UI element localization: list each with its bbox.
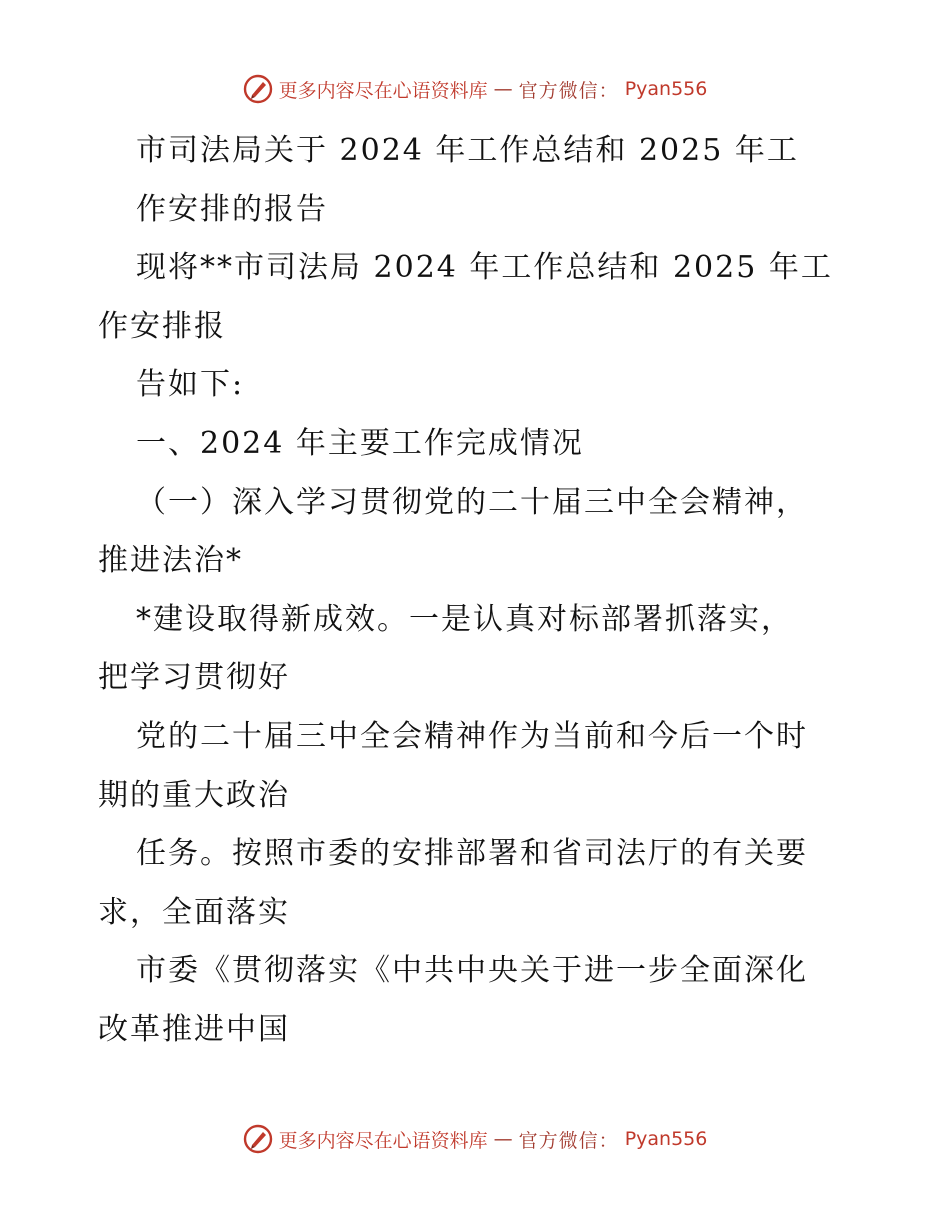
title-line-2: 作安排的报告 bbox=[136, 191, 328, 227]
watermark-brand: 更多内容尽在心语资料库 bbox=[278, 1129, 488, 1152]
pen-logo-icon bbox=[243, 1124, 273, 1154]
paragraph-line: 改革推进中国 bbox=[98, 1011, 290, 1047]
header-watermark bbox=[0, 74, 950, 104]
title-line-1: 市司法局关于 2024 年工作总结和 2025 年工 bbox=[136, 133, 799, 168]
watermark-separator: — bbox=[493, 1128, 513, 1150]
paragraph-line: 期的重大政治 bbox=[98, 777, 290, 813]
watermark-wechat-label: 官方微信： bbox=[518, 79, 619, 102]
watermark-wechat-id: Pyan556 bbox=[624, 1128, 708, 1150]
watermark-separator: — bbox=[493, 78, 513, 100]
paragraph-line: 市委《贯彻落实《中共中央关于进一步全面深化 bbox=[136, 953, 808, 989]
paragraph-line: 推进法治* bbox=[98, 543, 243, 579]
document-body bbox=[98, 122, 858, 1060]
watermark-wechat-id: Pyan556 bbox=[624, 78, 708, 100]
paragraph-line: 党的二十届三中全会精神作为当前和今后一个时 bbox=[136, 718, 808, 754]
paragraph-line: 任务。按照市委的安排部署和省司法厅的有关要 bbox=[136, 836, 808, 872]
paragraph-line: 作安排报 bbox=[98, 308, 226, 344]
paragraph-line: 现将**市司法局 2024 年工作总结和 2025 年工 bbox=[136, 250, 833, 286]
footer-watermark bbox=[0, 1124, 950, 1154]
paragraph-line: 求，全面落实 bbox=[98, 894, 290, 930]
pen-logo-icon bbox=[243, 74, 273, 104]
paragraph-line: *建设取得新成效。一是认真对标部署抓落实， bbox=[136, 601, 793, 637]
paragraph-line: 告如下: bbox=[136, 367, 245, 403]
paragraph-line: 把学习贯彻好 bbox=[98, 660, 290, 696]
watermark-wechat-label: 官方微信： bbox=[518, 1129, 619, 1152]
watermark-brand: 更多内容尽在心语资料库 bbox=[278, 79, 488, 102]
section-heading: 一、2024 年主要工作完成情况 bbox=[136, 425, 584, 461]
subsection-heading: （一）深入学习贯彻党的二十届三中全会精神， bbox=[136, 484, 808, 520]
